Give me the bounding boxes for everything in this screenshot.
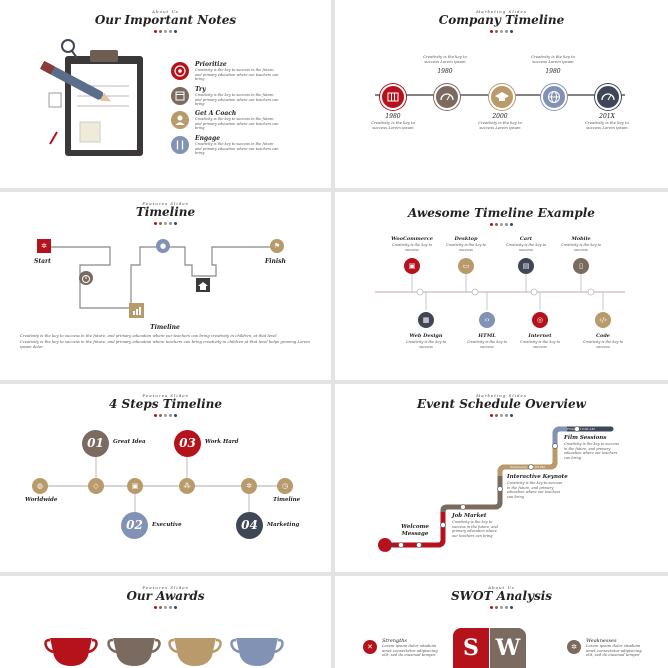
trophy-icon	[168, 636, 222, 668]
step-number: 01	[87, 436, 104, 450]
chart-icon	[129, 303, 144, 318]
finish-label: Finish	[265, 258, 286, 265]
note-text: Creativity is the key to success in the future, and primary education where our teachers can bring	[195, 142, 279, 155]
event-time: Wednesday - 13:00 PM	[510, 465, 545, 469]
milestone-label: Internet	[528, 333, 552, 339]
cart-icon: ▤	[518, 258, 534, 274]
milestone-caption: Creativity is the key to success	[445, 243, 487, 252]
gift-icon: ▣	[127, 478, 143, 494]
step-badge	[82, 430, 109, 457]
slide-title: Our Awards	[126, 589, 205, 603]
event-title: Interactive Keynote	[507, 474, 568, 480]
note-item	[171, 135, 321, 159]
trophy-icon	[44, 636, 98, 668]
milestone-caption: Creativity is the key to success	[466, 340, 508, 349]
slide-kicker: Features Slides	[142, 201, 189, 206]
note-title: Try	[195, 86, 206, 93]
event-time: Tuesday - 11:00 AM	[518, 508, 549, 512]
note-title: Get A Coach	[195, 110, 237, 117]
note-title: Engage	[195, 135, 221, 142]
timeline-caption: Creativity is the key to success Lorem ipsum	[371, 120, 415, 130]
globe-icon: ◍	[32, 478, 48, 494]
slide-kicker: Marketing Slides	[476, 9, 527, 14]
clock-icon: ◷	[277, 478, 293, 494]
timeline-caption: Creativity is the key to success Lorem ipsum	[478, 120, 522, 130]
slide-our-awards[interactable]	[0, 576, 331, 668]
internet-icon: ◎	[532, 312, 548, 328]
milestone-caption: Creativity is the key to success	[582, 340, 624, 349]
globe-icon	[541, 84, 567, 110]
trophy-icon	[230, 636, 284, 668]
event-title: Welcome Message	[401, 524, 429, 537]
target-icon	[171, 62, 189, 80]
step-number: 02	[126, 518, 143, 532]
milestone-caption: Creativity is the key to success	[405, 340, 447, 349]
tools-icon	[171, 136, 189, 154]
timeline-caption: Creativity is the key to success Lorem ipsum	[423, 54, 467, 64]
timeline-path	[0, 192, 331, 380]
slide-awesome-timeline[interactable]	[335, 192, 668, 380]
web-design-icon: ▦	[418, 312, 434, 328]
color-dots	[335, 30, 668, 33]
swot-letter: W	[495, 635, 521, 661]
timeline-axis	[335, 192, 668, 380]
step-badge	[174, 430, 201, 457]
slide-company-timeline[interactable]	[335, 0, 668, 188]
slide-title: SWOT Analysis	[450, 589, 553, 603]
note-item	[171, 61, 321, 85]
event-time: Friday - 10:00 AM	[567, 427, 595, 431]
slide-kicker: Features Slides	[142, 585, 189, 590]
milestone-label: Desktop	[454, 236, 478, 242]
clipboard-illustration-icon	[35, 38, 150, 163]
slide-title: Event Schedule Overview	[417, 397, 586, 411]
timeline-year: 1980	[385, 113, 401, 120]
note-item	[171, 86, 321, 110]
end-label: Worldwide	[25, 497, 58, 503]
color-dots	[0, 30, 331, 33]
person-icon	[382, 542, 388, 548]
team-icon: ⁂	[179, 478, 195, 494]
note-item	[171, 110, 321, 134]
timeline-year: 1980	[437, 68, 453, 75]
event-title: Job Market	[452, 513, 487, 519]
step-label: Marketing	[267, 522, 300, 528]
slide-kicker: Features Slides	[142, 393, 189, 398]
note-title: Prioritize	[195, 61, 227, 68]
milestone-label: Mobile	[571, 236, 591, 242]
slide-title: 4 Steps Timeline	[109, 397, 222, 411]
flag-icon: ⚑	[270, 239, 284, 253]
step-number: 03	[179, 436, 196, 450]
milestone-caption: Creativity is the key to success	[560, 243, 602, 252]
calendar-icon	[171, 87, 189, 105]
event-text: Creativity is the key to success in the future, and primary education where our teachers can bring	[564, 442, 620, 460]
timeline-year: 2000	[492, 113, 508, 120]
swot-text: Lorem ipsum dolor sitaduim amet,consectetur adipisicing elit, sed do eiusmod tempor	[382, 643, 438, 657]
step-label: Work Hard	[205, 439, 239, 445]
trophy-icon	[107, 636, 161, 668]
milestone-caption: Creativity is the key to success	[505, 243, 547, 252]
slide-kicker: About Us	[488, 585, 515, 590]
person-icon	[171, 111, 189, 129]
slide-timeline-path[interactable]	[0, 192, 331, 380]
strength-icon: ✕	[363, 640, 377, 654]
milestone-label: Cart	[519, 236, 533, 242]
settings-icon: ✲	[241, 478, 257, 494]
graduation-cap-icon	[489, 84, 515, 110]
map-icon	[380, 84, 406, 110]
slide-important-notes[interactable]	[0, 0, 331, 188]
swot-letter-tile	[453, 628, 489, 668]
timeline-caption: Creativity is the key to success Lorem ipsum	[585, 120, 629, 130]
slide-swot[interactable]	[335, 576, 668, 668]
note-text: Creativity is the key to success in the future, and primary education where our teachers can bring	[195, 93, 279, 106]
milestone-label: Code	[596, 333, 610, 339]
slide-title: Timeline	[135, 205, 196, 219]
slide-kicker: Marketing Slides	[476, 393, 527, 398]
swot-text: Lorem ipsum dolor sitaduim amet,consectetur adipisicing elit, sed do eiusmod tempor	[586, 643, 642, 657]
slide-event-schedule[interactable]	[335, 384, 668, 572]
event-text: Creativity is the key to success in the future, and primary education where our teachers can bring	[507, 481, 563, 499]
swot-letter: S	[463, 635, 479, 661]
desktop-icon: ▭	[458, 258, 474, 274]
subtitle: Timeline	[150, 324, 180, 331]
mobile-icon: ▯	[573, 258, 589, 274]
home-icon	[196, 278, 210, 292]
html-icon: ‹›	[479, 312, 495, 328]
cart-icon: ▣	[404, 258, 420, 274]
slide-four-steps[interactable]	[0, 384, 331, 572]
end-label: Timeline	[273, 497, 301, 503]
milestone-label: HTML	[478, 333, 496, 339]
milestone-label: WooCommerce	[391, 236, 433, 242]
body-text: Creativity is the key to success in the future, and primary education where our teachers can bring creativity in children, at that level	[20, 333, 277, 338]
code-icon: ‹/›	[595, 312, 611, 328]
color-dots	[335, 606, 668, 609]
color-dots	[0, 606, 331, 609]
slide-title: Our Important Notes	[94, 13, 237, 27]
milestone-caption: Creativity is the key to success	[519, 340, 561, 349]
step-number: 04	[241, 518, 258, 532]
timeline-year: 1980	[545, 68, 561, 75]
body-text: Creativity is the key to success in the future, and primary education where teachers can bring creativity in children at that level helps growing Lorem ipsum dolor	[20, 339, 310, 349]
start-label: Start	[34, 258, 51, 265]
step-badge	[236, 512, 263, 539]
timeline-caption: Creativity is the key to success Lorem ipsum	[531, 54, 575, 64]
milestone-label: Web Design	[409, 333, 443, 339]
swot-heading: Weaknesses	[586, 638, 617, 644]
gauge-icon	[434, 84, 460, 110]
step-label: Great Idea	[113, 439, 146, 445]
clock-icon	[79, 271, 93, 285]
step-label: Executive	[152, 522, 182, 528]
note-text: Creativity is the key to success in the future, and primary education where our teachers can bring	[195, 68, 279, 81]
step-badge	[121, 512, 148, 539]
slide-title: Awesome Timeline Example	[408, 206, 595, 220]
location-pin-icon: ●	[156, 239, 170, 253]
timeline-year: 201X	[599, 113, 615, 120]
weakness-icon: ✲	[567, 640, 581, 654]
swot-letter-tile	[490, 628, 526, 668]
event-title: Film Sessions	[564, 435, 607, 441]
slide-title: Company Timeline	[438, 13, 565, 27]
swot-heading: Strengths	[382, 638, 407, 644]
note-text: Creativity is the key to success in the future, and primary education where our teachers can bring	[195, 117, 279, 130]
gauge-icon	[595, 84, 621, 110]
milestone-caption: Creativity is the key to success	[391, 243, 433, 252]
gear-icon: ✲	[37, 239, 51, 253]
diamond-icon: ◇	[88, 478, 104, 494]
slide-kicker: About Us	[152, 9, 179, 14]
event-text: Creativity is the key to success in the future, and primary education where our teachers can bring	[452, 520, 498, 538]
